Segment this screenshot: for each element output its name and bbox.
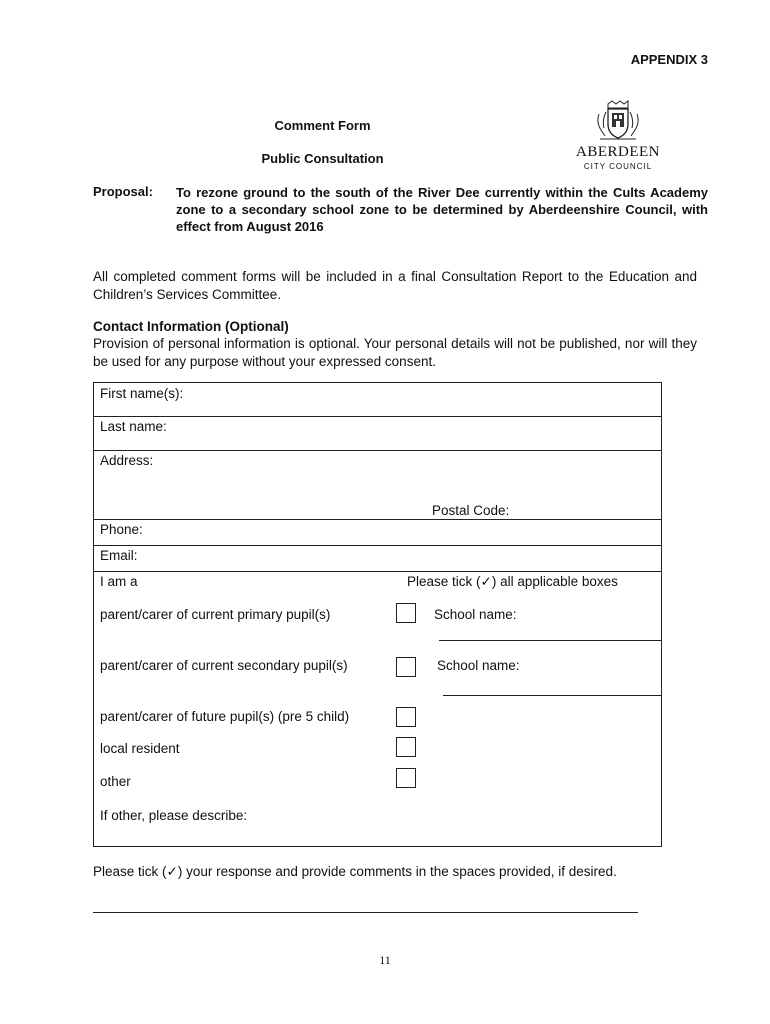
school-name-field-1[interactable] (439, 640, 661, 641)
divider-line (93, 912, 638, 913)
local-resident-checkbox[interactable] (396, 737, 416, 757)
form-title: Comment Form (274, 118, 371, 133)
page-number: 11 (379, 953, 391, 967)
proposal-label: Proposal: (93, 184, 153, 199)
intro-paragraph: All completed comment forms will be included in a final Consultation Report to the Education and Children’s Services Committee. (93, 269, 697, 302)
option-primary-label: parent/carer of current primary pupil(s) (100, 607, 331, 622)
response-instruction: Please tick (✓) your response and provide comments in the spaces provided, if desired. (93, 864, 617, 879)
option-resident-label: local resident (100, 741, 180, 756)
option-future-label: parent/carer of future pupil(s) (pre 5 child) (100, 709, 350, 724)
contact-form (93, 382, 662, 847)
first-name-label: First name(s): (100, 386, 184, 401)
address-label: Address: (100, 453, 154, 468)
logo-subtext: CITY COUNCIL (583, 162, 653, 171)
postal-code-label: Postal Code: (432, 503, 510, 518)
appendix-label: APPENDIX 3 (630, 52, 708, 67)
proposal-text: To rezone ground to the south of the River Dee currently within the Cults Academy zone to a secondary school zone to be determined by Aberdeenshire Council, with effect from August 2016 (176, 185, 708, 234)
school-name-label-2: School name: (437, 658, 520, 673)
school-name-label-1: School name: (434, 607, 517, 622)
email-label: Email: (100, 548, 138, 563)
future-pupil-checkbox[interactable] (396, 707, 416, 727)
other-describe-label: If other, please describe: (100, 808, 248, 823)
i-am-a-label: I am a (100, 574, 138, 589)
option-secondary-label: parent/carer of current secondary pupil(s) (100, 658, 348, 673)
coat-of-arms-icon (594, 100, 642, 142)
contact-paragraph: Provision of personal information is optional. Your personal details will not be published, nor will they be used for any purpose without your expressed consent. (93, 336, 697, 369)
tick-instruction: Please tick (✓) all applicable boxes (407, 574, 618, 589)
phone-label: Phone: (100, 522, 143, 537)
contact-heading: Contact Information (Optional) (93, 319, 289, 334)
option-other-label: other (100, 774, 131, 789)
primary-checkbox[interactable] (396, 603, 416, 623)
other-checkbox[interactable] (396, 768, 416, 788)
logo-wordmark: ABERDEEN (576, 144, 660, 160)
council-logo (568, 100, 668, 175)
last-name-label: Last name: (100, 419, 167, 434)
secondary-checkbox[interactable] (396, 657, 416, 677)
school-name-field-2[interactable] (443, 695, 661, 696)
form-subtitle: Public Consultation (261, 151, 384, 166)
